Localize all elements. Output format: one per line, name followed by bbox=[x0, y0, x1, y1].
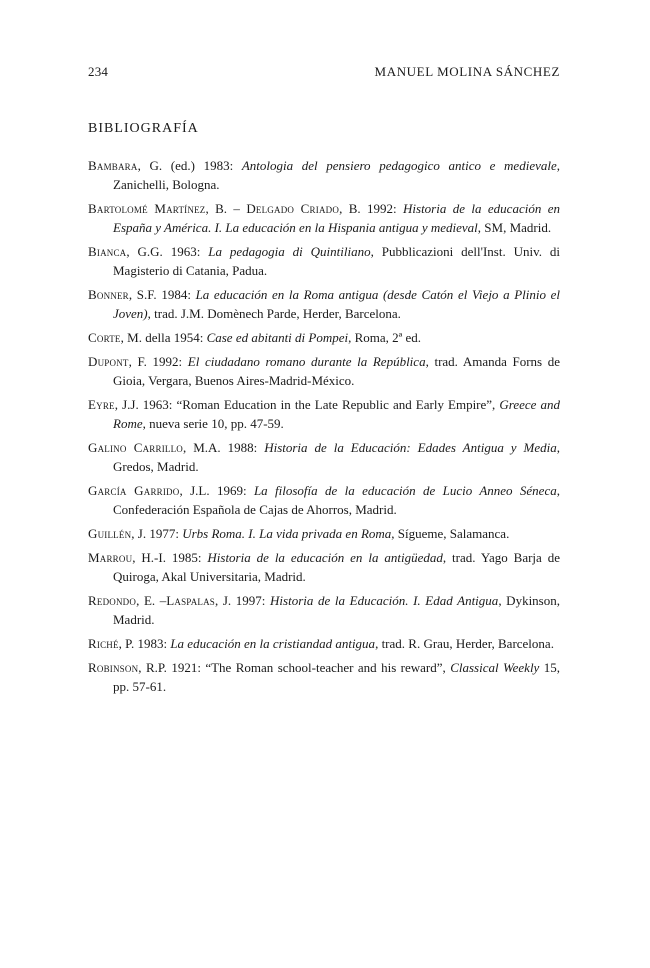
entry-coauthor: Laspalas bbox=[166, 593, 215, 608]
page-number: 234 bbox=[88, 64, 109, 79]
entry-title: Historia de la Educación: Edades Antigua y Media bbox=[264, 440, 557, 455]
entry-publication: , Roma, 2ª ed. bbox=[348, 330, 422, 345]
entry-author: Riché bbox=[88, 636, 119, 651]
bibliography-entry bbox=[88, 524, 560, 543]
entry-publication: , Gredos, Madrid. bbox=[113, 440, 560, 474]
entry-details: , G.G. 1963: bbox=[126, 244, 209, 259]
entry-publication: , SM, Madrid. bbox=[477, 220, 552, 235]
bibliography-list bbox=[88, 156, 560, 701]
bibliography-entry bbox=[88, 352, 560, 390]
entry-details: , F. 1992: bbox=[128, 354, 188, 369]
bibliography-entry bbox=[88, 285, 560, 323]
bibliography-entry bbox=[88, 438, 560, 476]
bibliography-entry bbox=[88, 199, 560, 237]
bibliography-entry bbox=[88, 548, 560, 586]
bibliography-entry bbox=[88, 634, 560, 653]
entry-title: La educación en la Roma antigua (desde Catón el Viejo a Plinio el Joven) bbox=[113, 287, 560, 321]
bibliography-entry bbox=[88, 156, 560, 194]
entry-publication: , Sígueme, Salamanca. bbox=[391, 526, 510, 541]
entry-details: , S.F. 1984: bbox=[128, 287, 196, 302]
entry-details: , J.L. 1969: bbox=[179, 483, 254, 498]
bibliography-entry bbox=[88, 328, 560, 347]
entry-details: , B. – bbox=[205, 201, 247, 216]
entry-details: , E. – bbox=[136, 593, 167, 608]
entry-publication: , Confederación Española de Cajas de Ahorros, Madrid. bbox=[113, 483, 560, 517]
entry-publication: , trad. R. Grau, Herder, Barcelona. bbox=[375, 636, 554, 651]
section-title: BIBLIOGRAFÍA bbox=[88, 121, 199, 136]
entry-author: Redondo bbox=[88, 593, 137, 608]
entry-publication: 15, pp. 57-61. bbox=[113, 660, 560, 694]
entry-coauthor: Delgado Criado bbox=[246, 201, 340, 216]
entry-title: Antologia del pensiero pedagogico antico e medievale bbox=[241, 158, 557, 173]
entry-title: Classical Weekly bbox=[450, 660, 540, 675]
entry-details: , G. (ed.) 1983: bbox=[137, 158, 242, 173]
entry-publication: , Zanichelli, Bologna. bbox=[113, 158, 560, 192]
entry-publication: , trad. J.M. Domènech Parde, Herder, Barcelona. bbox=[147, 306, 401, 321]
entry-author: Guillén bbox=[88, 526, 132, 541]
entry-title: Urbs Roma. I. La vida privada en Roma bbox=[182, 526, 392, 541]
bibliography-entry bbox=[88, 481, 560, 519]
entry-author: Bartolomé Martínez bbox=[88, 201, 206, 216]
entry-details: , P. 1983: bbox=[118, 636, 171, 651]
entry-author: Bambara bbox=[88, 158, 138, 173]
entry-details: , H.-I. 1985: bbox=[132, 550, 208, 565]
entry-details: , J. 1997: bbox=[215, 593, 271, 608]
entry-details: , M.A. 1988: bbox=[183, 440, 265, 455]
entry-title: La educación en la cristiandad antigua bbox=[170, 636, 376, 651]
entry-title: El ciudadano romano durante la República bbox=[187, 354, 426, 369]
entry-publication: , nueva serie 10, pp. 47-59. bbox=[142, 416, 284, 431]
entry-author: Bianca bbox=[88, 244, 127, 259]
entry-details: , R.P. 1921: “The Roman school-teacher and his reward”, bbox=[138, 660, 451, 675]
entry-details: , B. 1992: bbox=[339, 201, 404, 216]
entry-author: Corte bbox=[88, 330, 121, 345]
entry-title: Historia de la Educación. I. Edad Antigua bbox=[270, 593, 499, 608]
running-title: MANUEL MOLINA SÁNCHEZ bbox=[374, 64, 560, 79]
entry-title: Historia de la educación en España y América. I. La educación en la Hispania antigua y medieval bbox=[113, 201, 560, 235]
entry-author: Dupont bbox=[88, 354, 129, 369]
entry-details: , J. 1977: bbox=[131, 526, 183, 541]
entry-title: Case ed abitanti di Pompei bbox=[206, 330, 349, 345]
entry-author: Bonner bbox=[88, 287, 129, 302]
entry-title: Greece and Rome bbox=[113, 397, 561, 431]
entry-title: La pedagogia di Quintiliano bbox=[208, 244, 371, 259]
entry-author: Marrou bbox=[88, 550, 133, 565]
running-header bbox=[88, 64, 560, 80]
entry-author: Robinson bbox=[88, 660, 139, 675]
entry-author: Galino Carrillo bbox=[88, 440, 184, 455]
entry-publication: , Dykinson, Madrid. bbox=[113, 593, 560, 627]
entry-author: García Garrido bbox=[88, 483, 180, 498]
entry-publication: , trad. Amanda Forns de Gioia, Vergara, Buenos Aires-Madrid-México. bbox=[113, 354, 560, 388]
entry-publication: , Pubblicazioni dell'Inst. Univ. di Magisterio di Catania, Padua. bbox=[113, 244, 561, 278]
bibliography-entry bbox=[88, 395, 560, 433]
entry-publication: , trad. Yago Barja de Quiroga, Akal Universitaria, Madrid. bbox=[113, 550, 560, 584]
bibliography-entry bbox=[88, 591, 560, 629]
entry-details: , J.J. 1963: “Roman Education in the Late Republic and Early Empire”, bbox=[114, 397, 500, 412]
bibliography-entry bbox=[88, 242, 560, 280]
bibliography-entry bbox=[88, 658, 560, 696]
entry-details: , M. della 1954: bbox=[120, 330, 207, 345]
entry-author: Eyre bbox=[88, 397, 115, 412]
entry-title: Historia de la educación en la antigüedad bbox=[207, 550, 443, 565]
entry-title: La filosofía de la educación de Lucio Anneo Séneca bbox=[253, 483, 557, 498]
